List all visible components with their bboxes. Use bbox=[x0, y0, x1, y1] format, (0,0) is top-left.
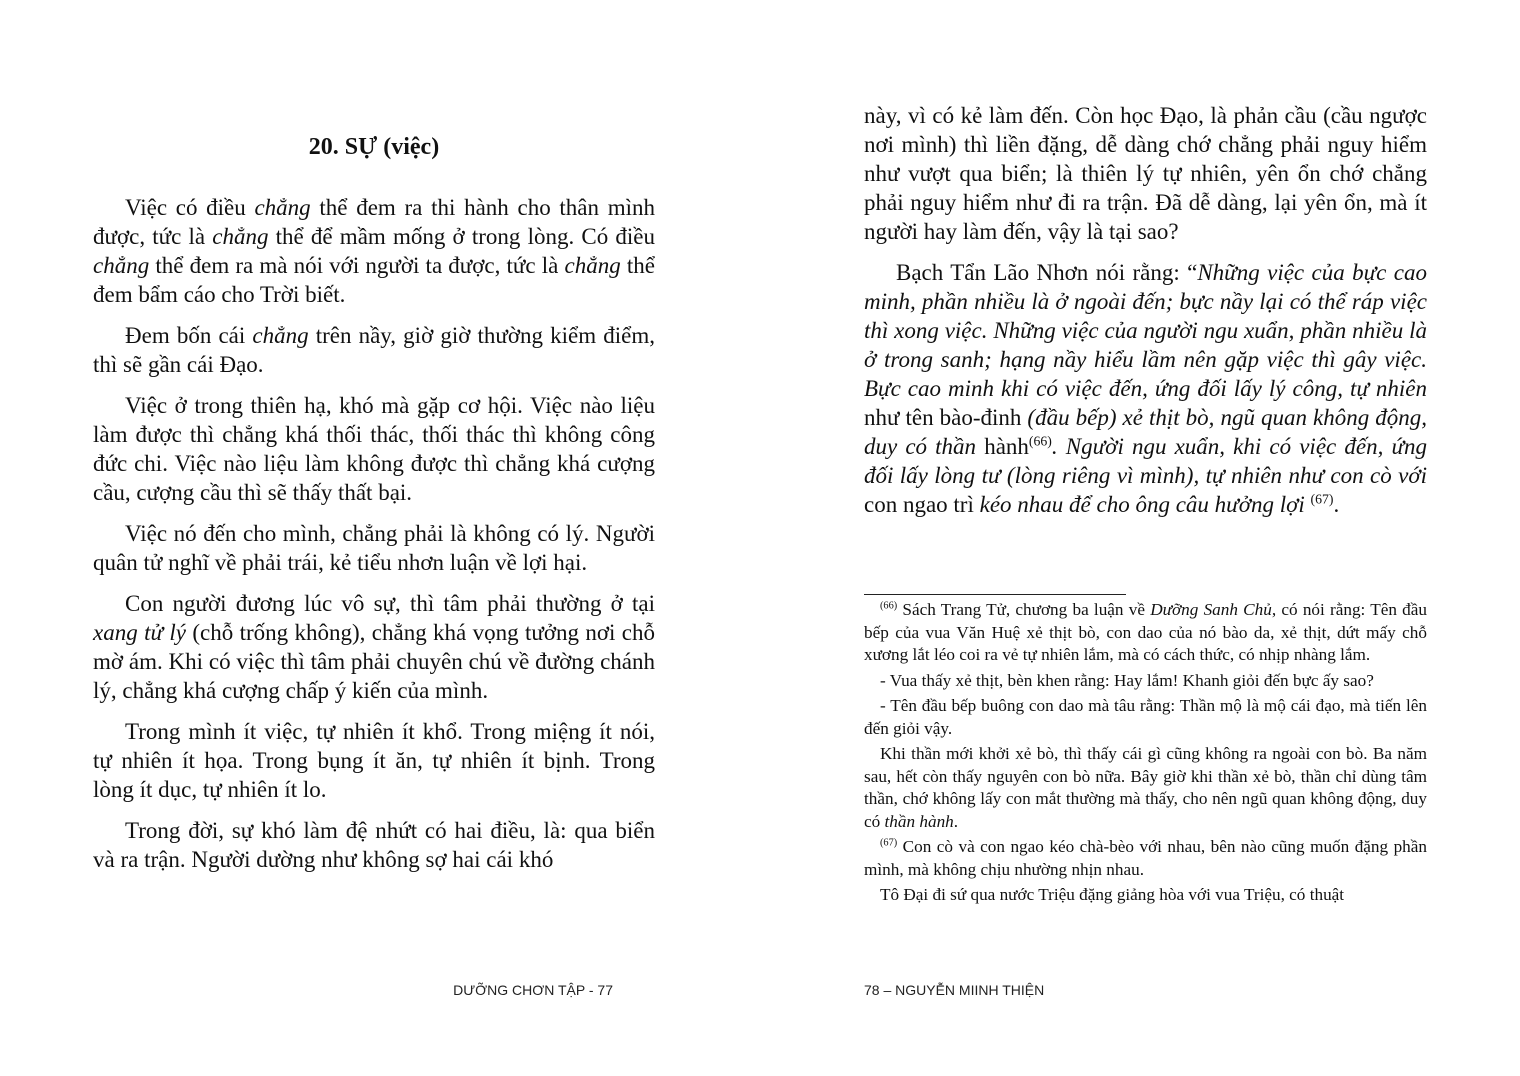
page-footer: DƯỠNG CHƠN TẬP - 77 bbox=[453, 982, 613, 998]
paragraph: Việc có điều chẳng thể đem ra thi hành cho thân mình được, tức là chẳng thể để mầm mống ở trong lòng. Có điều chẳng thể đem ra mà nói với người ta được, tức là chẳng thể đem bẩm cáo cho Trời biết. bbox=[93, 195, 655, 307]
paragraph: Trong đời, sự khó làm đệ nhứt có hai điều, là: qua biển và ra trận. Người dường như không sợ hai cái khó bbox=[93, 818, 655, 872]
left-page bbox=[93, 0, 655, 1076]
right-body bbox=[864, 101, 1427, 531]
footnote: Tô Đại đi sứ qua nước Triệu đặng giảng hòa với vua Triệu, có thuật bbox=[880, 885, 1345, 904]
footnote: $^{(67)}$ Con cò và con ngao kéo chà-bèo với nhau, bên nào cũng muốn đặng phần mình, mà không chịu nhường nhịn nhau. bbox=[864, 837, 1427, 879]
paragraph: Việc ở trong thiên hạ, khó mà gặp cơ hội. Việc nào liệu làm được thì chẳng khá thối thác, thối thác thì không công đức chi. Việc nào liệu làm không được thì chẳng khá cượng cầu, cượng cầu thì sẽ thấy thất bại. bbox=[93, 393, 655, 505]
page-footer: 78 – NGUYỄN MIINH THIỆN bbox=[864, 982, 1045, 998]
paragraph: Việc nó đến cho mình, chẳng phải là không có lý. Người quân tử nghĩ về phải trái, kẻ tiểu nhơn luận về lợi hại. bbox=[93, 521, 655, 575]
paragraph: Đem bốn cái chẳng trên nầy, giờ giờ thường kiểm điểm, thì sẽ gần cái Đạo. bbox=[93, 323, 655, 377]
right-page bbox=[864, 0, 1427, 1076]
paragraph: Bạch Tẩn Lão Nhơn nói rằng: “Những việc của bực cao minh, phần nhiều là ở ngoài đến; bực nầy lại có thể ráp việc thì xong việc. Những việc của người ngu xuẩn, phần nhiều là ở trong sanh; hạng nầy hiểu lầm nên gặp việc thì gây việc. Bực cao minh khi có việc đến, ứng đối lấy lý công, tự nhiên như tên bào-đinh (đầu bếp) xẻ thịt bò, ngũ quan không động, duy có thần hành$^{(66)}$. Người ngu xuẩn, khi có việc đến, ứng đối lấy lòng tư (lòng riêng vì mình), tự nhiên như con cò với con ngao trì kéo nhau để cho ông câu hưởng lợi $^{(67)}$. bbox=[864, 260, 1427, 517]
footnote-divider bbox=[864, 594, 1126, 595]
footnote: $^{(66)}$ Sách Trang Tử, chương ba luận về Dưỡng Sanh Chủ, có nói rằng: Tên đầu bếp của vua Văn Huệ xẻ thịt bò, con dao của nó bào da, xẻ thịt, dứt mấy chỗ xương lắt léo coi ra vẻ tự nhiên lắm, mà có cách thức, có nhịp nhàng lắm. bbox=[864, 600, 1428, 664]
footnote: - Vua thấy xẻ thịt, bèn khen rằng: Hay lắm! Khanh giỏi đến bực ấy sao? bbox=[880, 670, 1374, 690]
paragraph: Trong mình ít việc, tự nhiên ít khổ. Trong miệng ít nói, tự nhiên ít họa. Trong bụng ít ăn, tự nhiên ít bịnh. Trong lòng ít dục, tự nhiên ít lo. bbox=[93, 719, 655, 802]
left-body bbox=[93, 193, 655, 886]
footnote: Khi thần mới khởi xẻ bò, thì thấy cái gì cũng không ra ngoài con bò. Ba năm sau, hết còn thấy nguyên con bò nữa. Bây giờ khi thần xẻ bò, thần chỉ dùng tâm thần, chớ không lấy con mắt thường mà thấy, cho nên ngũ quan không động, duy có thần hành. bbox=[864, 744, 1427, 831]
paragraph: này, vì có kẻ làm đến. Còn học Đạo, là phản cầu (cầu ngược nơi mình) thì liền đặng, dễ dàng chớ chẳng phải nguy hiểm như vượt qua biển; là thiên lý tự nhiên, yên ổn chớ chẳng phải nguy hiểm như đi ra trận. Đã dễ dàng, lại yên ổn, mà ít người hay làm đến, vậy là tại sao? bbox=[864, 103, 1427, 244]
chapter-title: 20. SỰ (việc) bbox=[308, 134, 440, 160]
footnote: - Tên đầu bếp buông con dao mà tâu rằng: Thần mộ là mộ cái đạo, mà tiến lên đến giỏi vậy. bbox=[864, 696, 1427, 738]
footnotes bbox=[864, 599, 1427, 910]
paragraph: Con người đương lúc vô sự, thì tâm phải thường ở tại xang tử lý (chỗ trống không), chẳng khá vọng tưởng nơi chỗ mờ ám. Khi có việc thì tâm phải chuyên chú về đường chánh lý, chẳng khá cượng chấp ý kiến của mình. bbox=[93, 591, 656, 703]
